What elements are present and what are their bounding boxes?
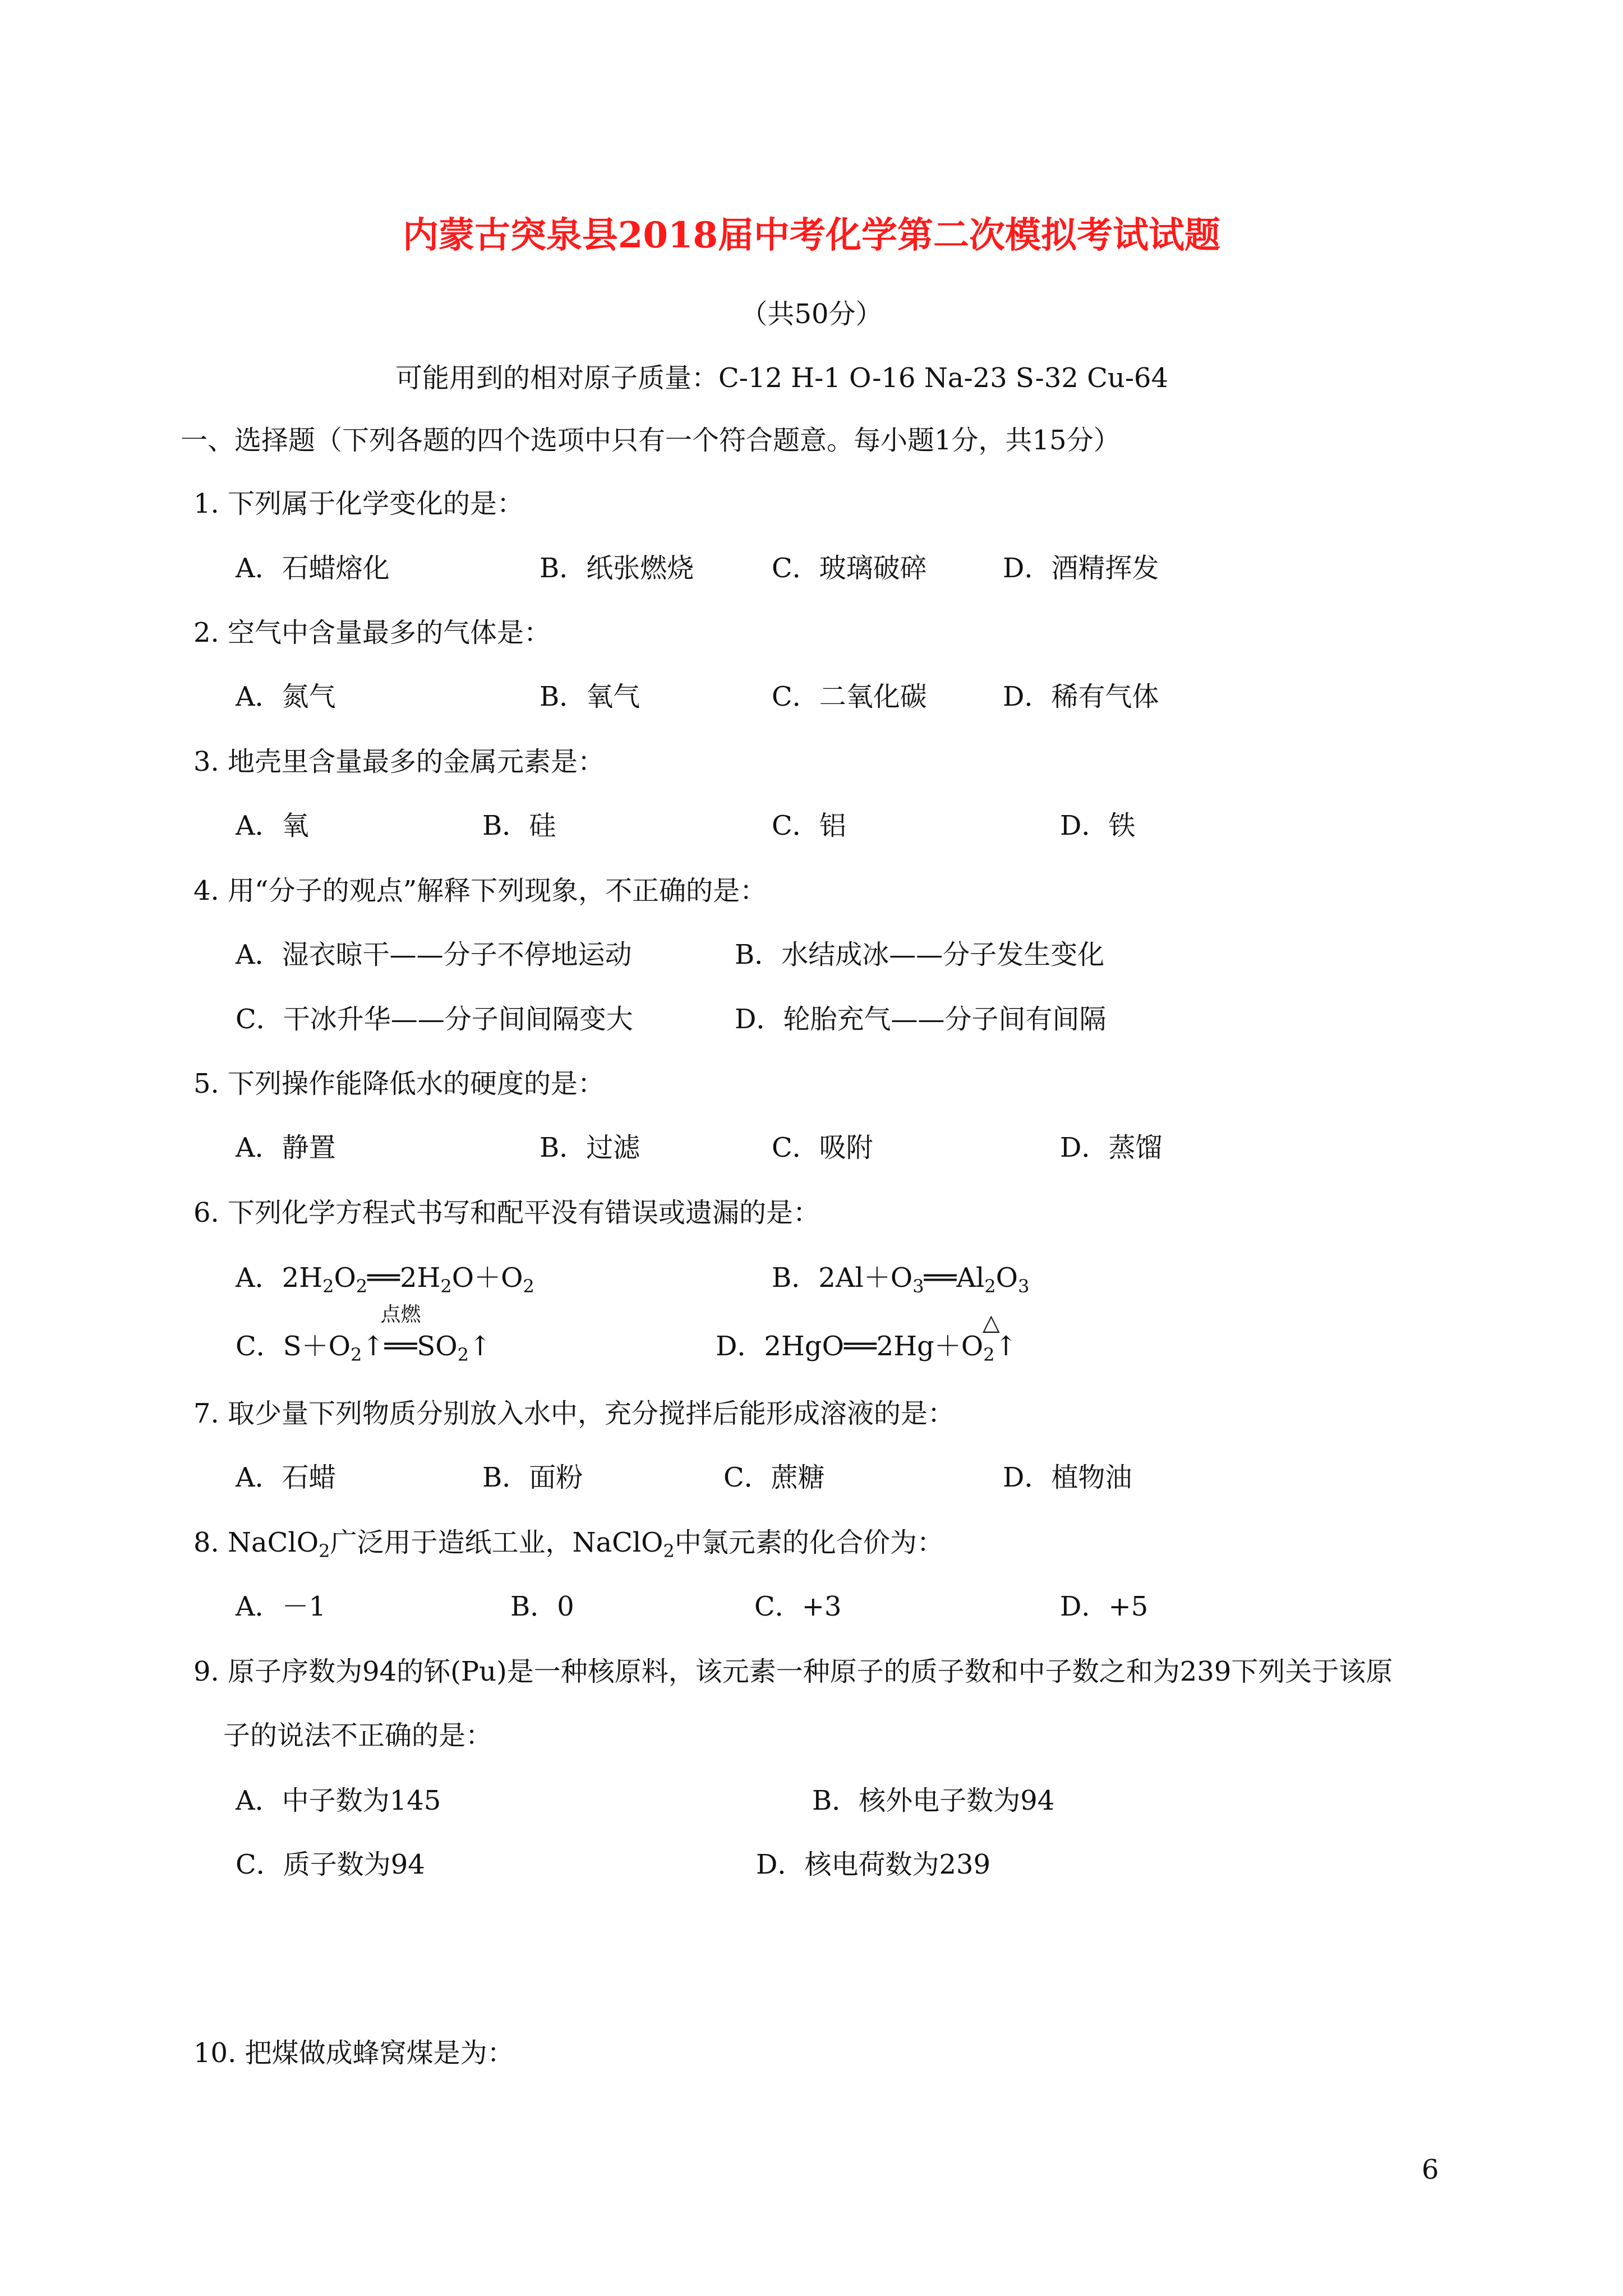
question-stem: 10. 把煤做成蜂窝煤是为： bbox=[193, 2037, 514, 2069]
subtitle: （共50分） bbox=[740, 298, 883, 330]
option-label: B． bbox=[772, 1262, 819, 1294]
subscript: 2 bbox=[984, 1276, 996, 1297]
option-label: A． bbox=[236, 1262, 282, 1294]
subscript: 2 bbox=[457, 1344, 469, 1365]
option-d: D．核电荷数为239 bbox=[756, 1849, 991, 1880]
subscript: 3 bbox=[1018, 1276, 1030, 1297]
option-b: B．硅 bbox=[482, 810, 556, 841]
option-c: C．玻璃破碎 bbox=[772, 553, 927, 584]
option-a: A．石蜡熔化 bbox=[236, 553, 390, 584]
formula-part: 2H bbox=[282, 1262, 323, 1294]
page-number: 6 bbox=[1422, 2154, 1439, 2185]
option-b: B．0 bbox=[510, 1591, 574, 1622]
question-stem: 4. 用“分子的观点”解释下列现象，不正确的是： bbox=[193, 875, 767, 907]
question-stem bbox=[193, 1526, 944, 1562]
option-d bbox=[716, 1329, 1017, 1363]
formula-part: S＋O bbox=[283, 1331, 351, 1362]
option-c: C．吸附 bbox=[772, 1132, 873, 1163]
formula-part: 2HgO bbox=[764, 1331, 844, 1362]
question-stem: 6. 下列化学方程式书写和配平没有错误或遗漏的是： bbox=[193, 1197, 820, 1228]
page-title: 内蒙古突泉县2018届中考化学第二次模拟考试试题 bbox=[402, 214, 1221, 256]
option-a: A．－1 bbox=[236, 1591, 326, 1622]
option-d: D．+5 bbox=[1060, 1591, 1149, 1622]
option-label: C． bbox=[236, 1331, 283, 1362]
option-label: D． bbox=[716, 1331, 764, 1362]
option-d: D．蒸馏 bbox=[1060, 1132, 1163, 1163]
option-c: C．+3 bbox=[754, 1591, 842, 1622]
up-arrow: ↑ bbox=[468, 1331, 492, 1362]
subscript: 2 bbox=[356, 1276, 368, 1297]
question-stem: 3. 地壳里含量最多的金属元素是： bbox=[193, 746, 605, 777]
subscript: 2 bbox=[663, 1540, 675, 1562]
equals-with-condition bbox=[380, 1303, 421, 1363]
subscript: 2 bbox=[440, 1276, 452, 1297]
option-d: D．植物油 bbox=[1003, 1462, 1132, 1493]
subscript: 2 bbox=[319, 1540, 330, 1562]
option-d: D．酒精挥发 bbox=[1003, 553, 1159, 584]
option-c bbox=[236, 1303, 492, 1365]
formula-part: 2Hg＋O bbox=[876, 1331, 984, 1362]
formula-part: O bbox=[995, 1262, 1018, 1294]
option-b: B．核外电子数为94 bbox=[812, 1785, 1055, 1816]
option-b: B．纸张燃烧 bbox=[540, 553, 694, 584]
option-b: B．氧气 bbox=[540, 681, 640, 712]
heat-condition: △ bbox=[983, 1310, 1000, 1336]
question-stem: 5. 下列操作能降低水的硬度的是： bbox=[193, 1068, 605, 1099]
option-a: A．中子数为145 bbox=[236, 1785, 441, 1816]
up-arrow: ↑ bbox=[362, 1331, 385, 1362]
question-stem: 1. 下列属于化学变化的是： bbox=[193, 488, 524, 519]
equals-sign: ══ bbox=[843, 1331, 877, 1362]
formula-part: SO bbox=[417, 1331, 458, 1362]
option-d: D．稀有气体 bbox=[1003, 681, 1159, 712]
formula-part: 2Al＋O bbox=[818, 1262, 913, 1294]
option-a: A．湿衣晾干——分子不停地运动 bbox=[236, 939, 632, 970]
option-b: B．过滤 bbox=[540, 1132, 640, 1163]
subscript: 2 bbox=[350, 1344, 362, 1365]
subscript: 2 bbox=[523, 1276, 534, 1297]
option-a: A．石蜡 bbox=[236, 1462, 336, 1493]
option-a bbox=[236, 1261, 534, 1295]
stem-part: 广泛用于造纸工业，NaClO bbox=[330, 1527, 663, 1558]
question-stem: 2. 空气中含量最多的气体是： bbox=[193, 617, 551, 648]
formula-part: O bbox=[334, 1262, 356, 1294]
option-c: C．铝 bbox=[772, 810, 846, 841]
option-a: A．氮气 bbox=[236, 681, 336, 712]
formula-part: O＋O bbox=[451, 1262, 523, 1294]
option-b bbox=[772, 1261, 1029, 1295]
option-a: A．氧 bbox=[236, 810, 309, 841]
option-c: C．二氧化碳 bbox=[772, 681, 927, 712]
question-stem: 7. 取少量下列物质分别放入水中，充分搅拌后能形成溶液的是： bbox=[193, 1398, 955, 1429]
option-d: D．轮胎充气——分子间有间隔 bbox=[735, 1004, 1106, 1035]
stem-part: 8. NaClO bbox=[193, 1527, 319, 1558]
option-c: C．质子数为94 bbox=[236, 1849, 425, 1880]
stem-part: 中氯元素的化合价为： bbox=[674, 1527, 944, 1558]
up-arrow: ↑ bbox=[994, 1331, 1017, 1362]
formula-part: 2H bbox=[399, 1262, 441, 1294]
equals-sign: ══ bbox=[924, 1262, 957, 1294]
option-d: D．铁 bbox=[1060, 810, 1136, 841]
option-a: A．静置 bbox=[236, 1132, 336, 1163]
equals-sign: ══ bbox=[367, 1262, 400, 1294]
question-stem-continued: 子的说法不正确的是： bbox=[223, 1720, 493, 1751]
option-b: B．水结成冰——分子发生变化 bbox=[735, 939, 1105, 970]
atomic-masses: 可能用到的相对原子质量：C-12 H-1 O-16 Na-23 S-32 Cu-64 bbox=[395, 362, 1169, 394]
subscript: 2 bbox=[322, 1276, 334, 1297]
formula-part: Al bbox=[956, 1262, 985, 1294]
option-c: C．干冰升华——分子间间隔变大 bbox=[236, 1004, 633, 1035]
section-heading: 一、选择题（下列各题的四个选项中只有一个符合题意。每小题1分，共15分） bbox=[181, 425, 1121, 456]
option-c: C．蔗糖 bbox=[723, 1462, 825, 1493]
question-stem: 9. 原子序数为94的钚(Pu)是一种核原料，该元素一种原子的质子数和中子数之和为239下列关于该原 bbox=[193, 1656, 1393, 1687]
subscript: 3 bbox=[912, 1276, 924, 1297]
reaction-condition: 点燃 bbox=[380, 1303, 421, 1326]
subscript: 2 bbox=[983, 1344, 995, 1365]
equals-sign: ══ bbox=[384, 1331, 417, 1362]
option-b: B．面粉 bbox=[482, 1462, 583, 1493]
